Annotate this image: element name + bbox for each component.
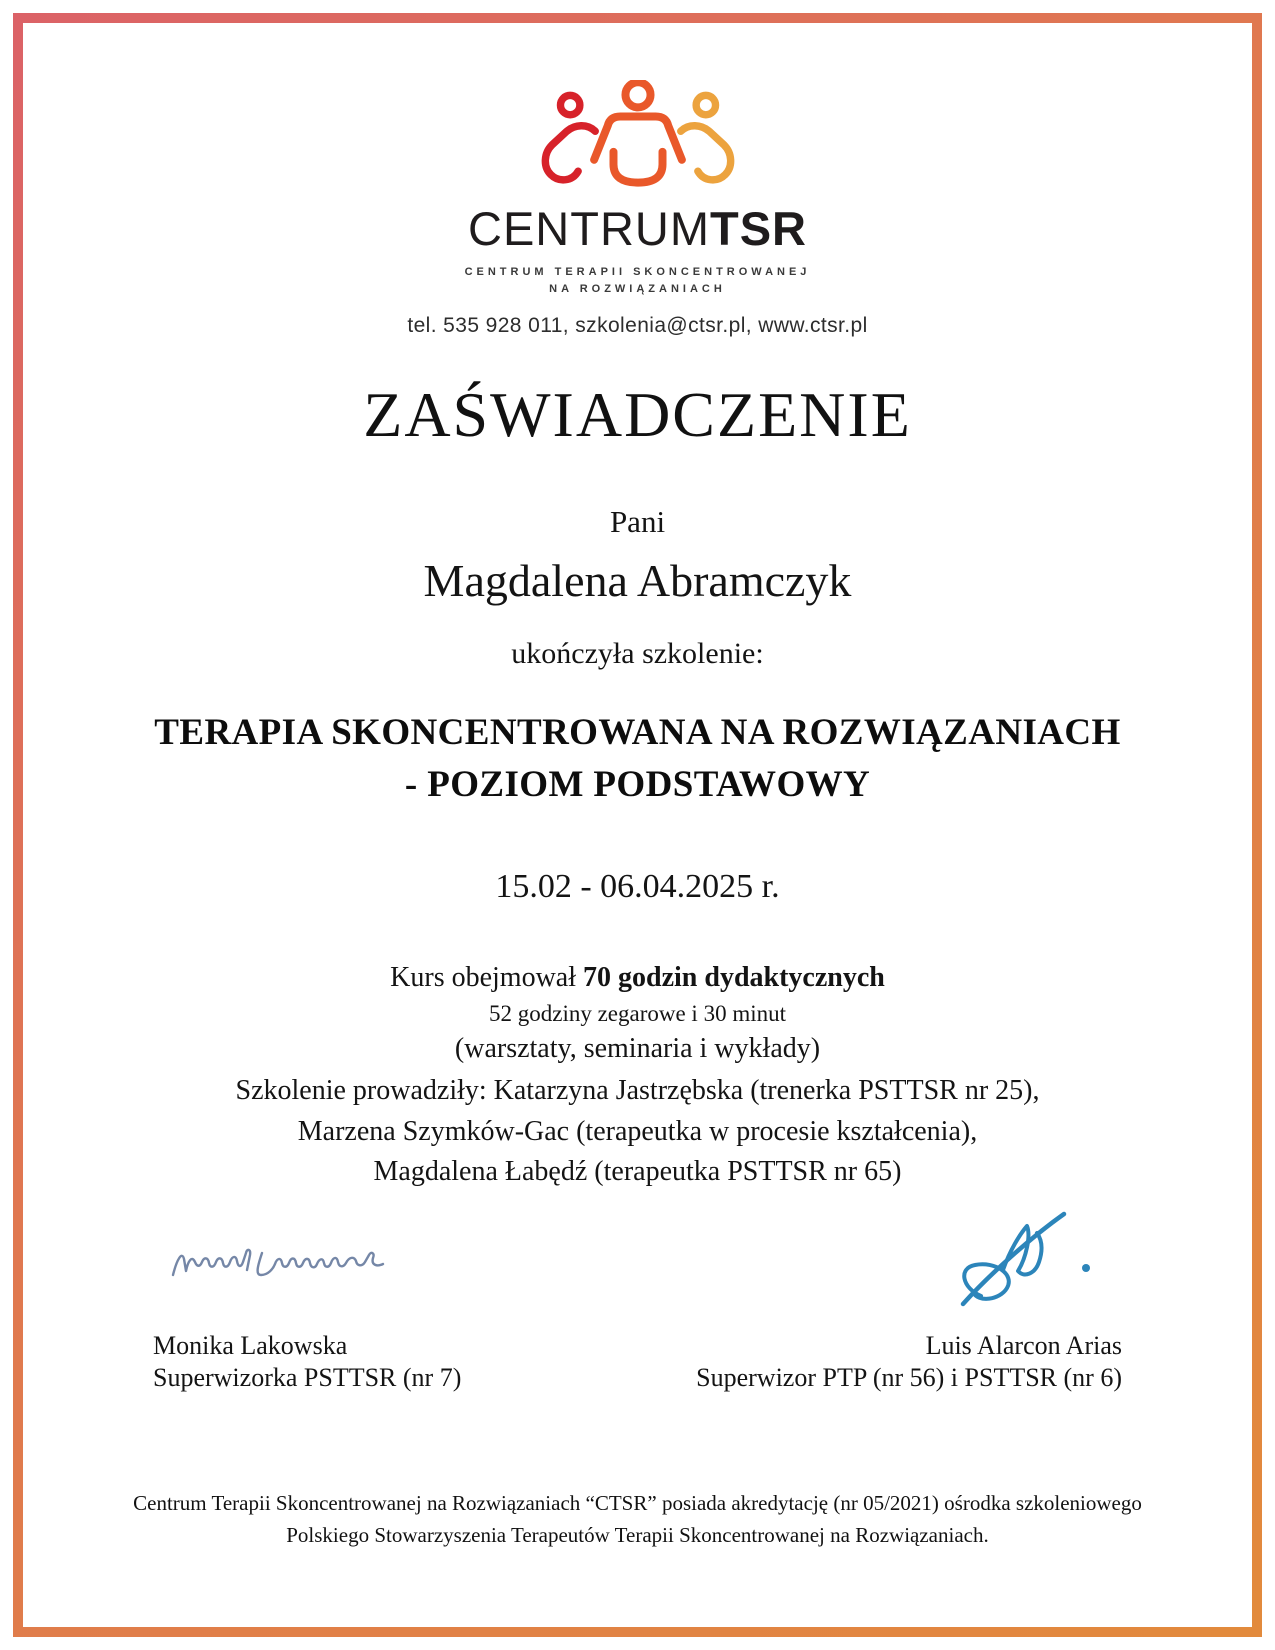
brand-title (23, 203, 1252, 255)
accreditation-line1: Centrum Terapii Skoncentrowanej na Rozwiązaniach “CTSR” posiada akredytację (nr 05/2021) ośrodka szkoleniowego (133, 1490, 1142, 1515)
brand-title-light: CENTRUM (468, 202, 710, 255)
left-signatory-role: Superwizorka PSTTSR (nr 7) (153, 1363, 462, 1393)
contact-line: tel. 535 928 011, szkolenia@ctsr.pl, www.ctsr.pl (407, 313, 868, 337)
course-title-line1: TERAPIA SKONCENTROWANA NA ROZWIĄZANIACH (154, 711, 1121, 753)
right-signature-image (948, 1208, 1098, 1318)
course-activity-types: (warsztaty, seminaria i wykłady) (454, 1033, 821, 1065)
course-hours-line (23, 962, 1252, 994)
trainers-line3: Magdalena Łabędź (terapeutka PSTTSR nr 65) (373, 1155, 902, 1187)
signatures-row (23, 1208, 1252, 1395)
course-date-range: 15.02 - 06.04.2025 r. (495, 868, 780, 906)
brand-tagline (23, 264, 1252, 299)
right-signatory-name: Luis Alarcon Arias (925, 1330, 1122, 1360)
left-signature-image (165, 1225, 395, 1290)
right-signatory (696, 1208, 1122, 1395)
completion-line: ukończyła szkolenie: (511, 636, 764, 670)
course-title (23, 707, 1252, 811)
certificate-content (23, 23, 1252, 1627)
accreditation-line2: Polskiego Stowarzyszenia Terapeutów Terapii Skoncentrowanej na Rozwiązaniach. (286, 1523, 989, 1548)
course-hours-bold: 70 godzin dydaktycznych (583, 962, 885, 994)
salutation: Pani (609, 503, 666, 539)
certificate-title: ZAŚWIADCZENIE (363, 378, 912, 450)
recipient-name: Magdalena Abramczyk (423, 554, 852, 606)
course-title-line2: - POZIOM PODSTAWOWY (404, 763, 871, 805)
course-clock-hours: 52 godziny zegarowe i 30 minut (488, 1001, 786, 1027)
brand-title-bold: TSR (709, 202, 807, 255)
right-signatory-role: Superwizor PTP (nr 56) i PSTTSR (nr 6) (696, 1363, 1122, 1393)
trainers-line1: Szkolenie prowadziły: Katarzyna Jastrzębska (trenerka PSTTSR nr 25), (235, 1075, 1040, 1107)
three-people-icon (23, 80, 1252, 199)
left-signatory (153, 1225, 461, 1395)
accreditation-note (23, 1487, 1252, 1552)
course-hours-prefix: Kurs obejmował (390, 962, 584, 994)
brand-tagline-line1: CENTRUM TERAPII SKONCENTROWANEJ (464, 265, 811, 278)
brand-tagline-line2: NA ROZWIĄZANIACH (549, 283, 726, 296)
trainers-block (23, 1071, 1252, 1191)
trainers-line2: Marzena Szymków-Gac (terapeutka w procesie kształcenia), (297, 1115, 978, 1147)
left-signatory-name: Monika Lakowska (153, 1330, 348, 1360)
